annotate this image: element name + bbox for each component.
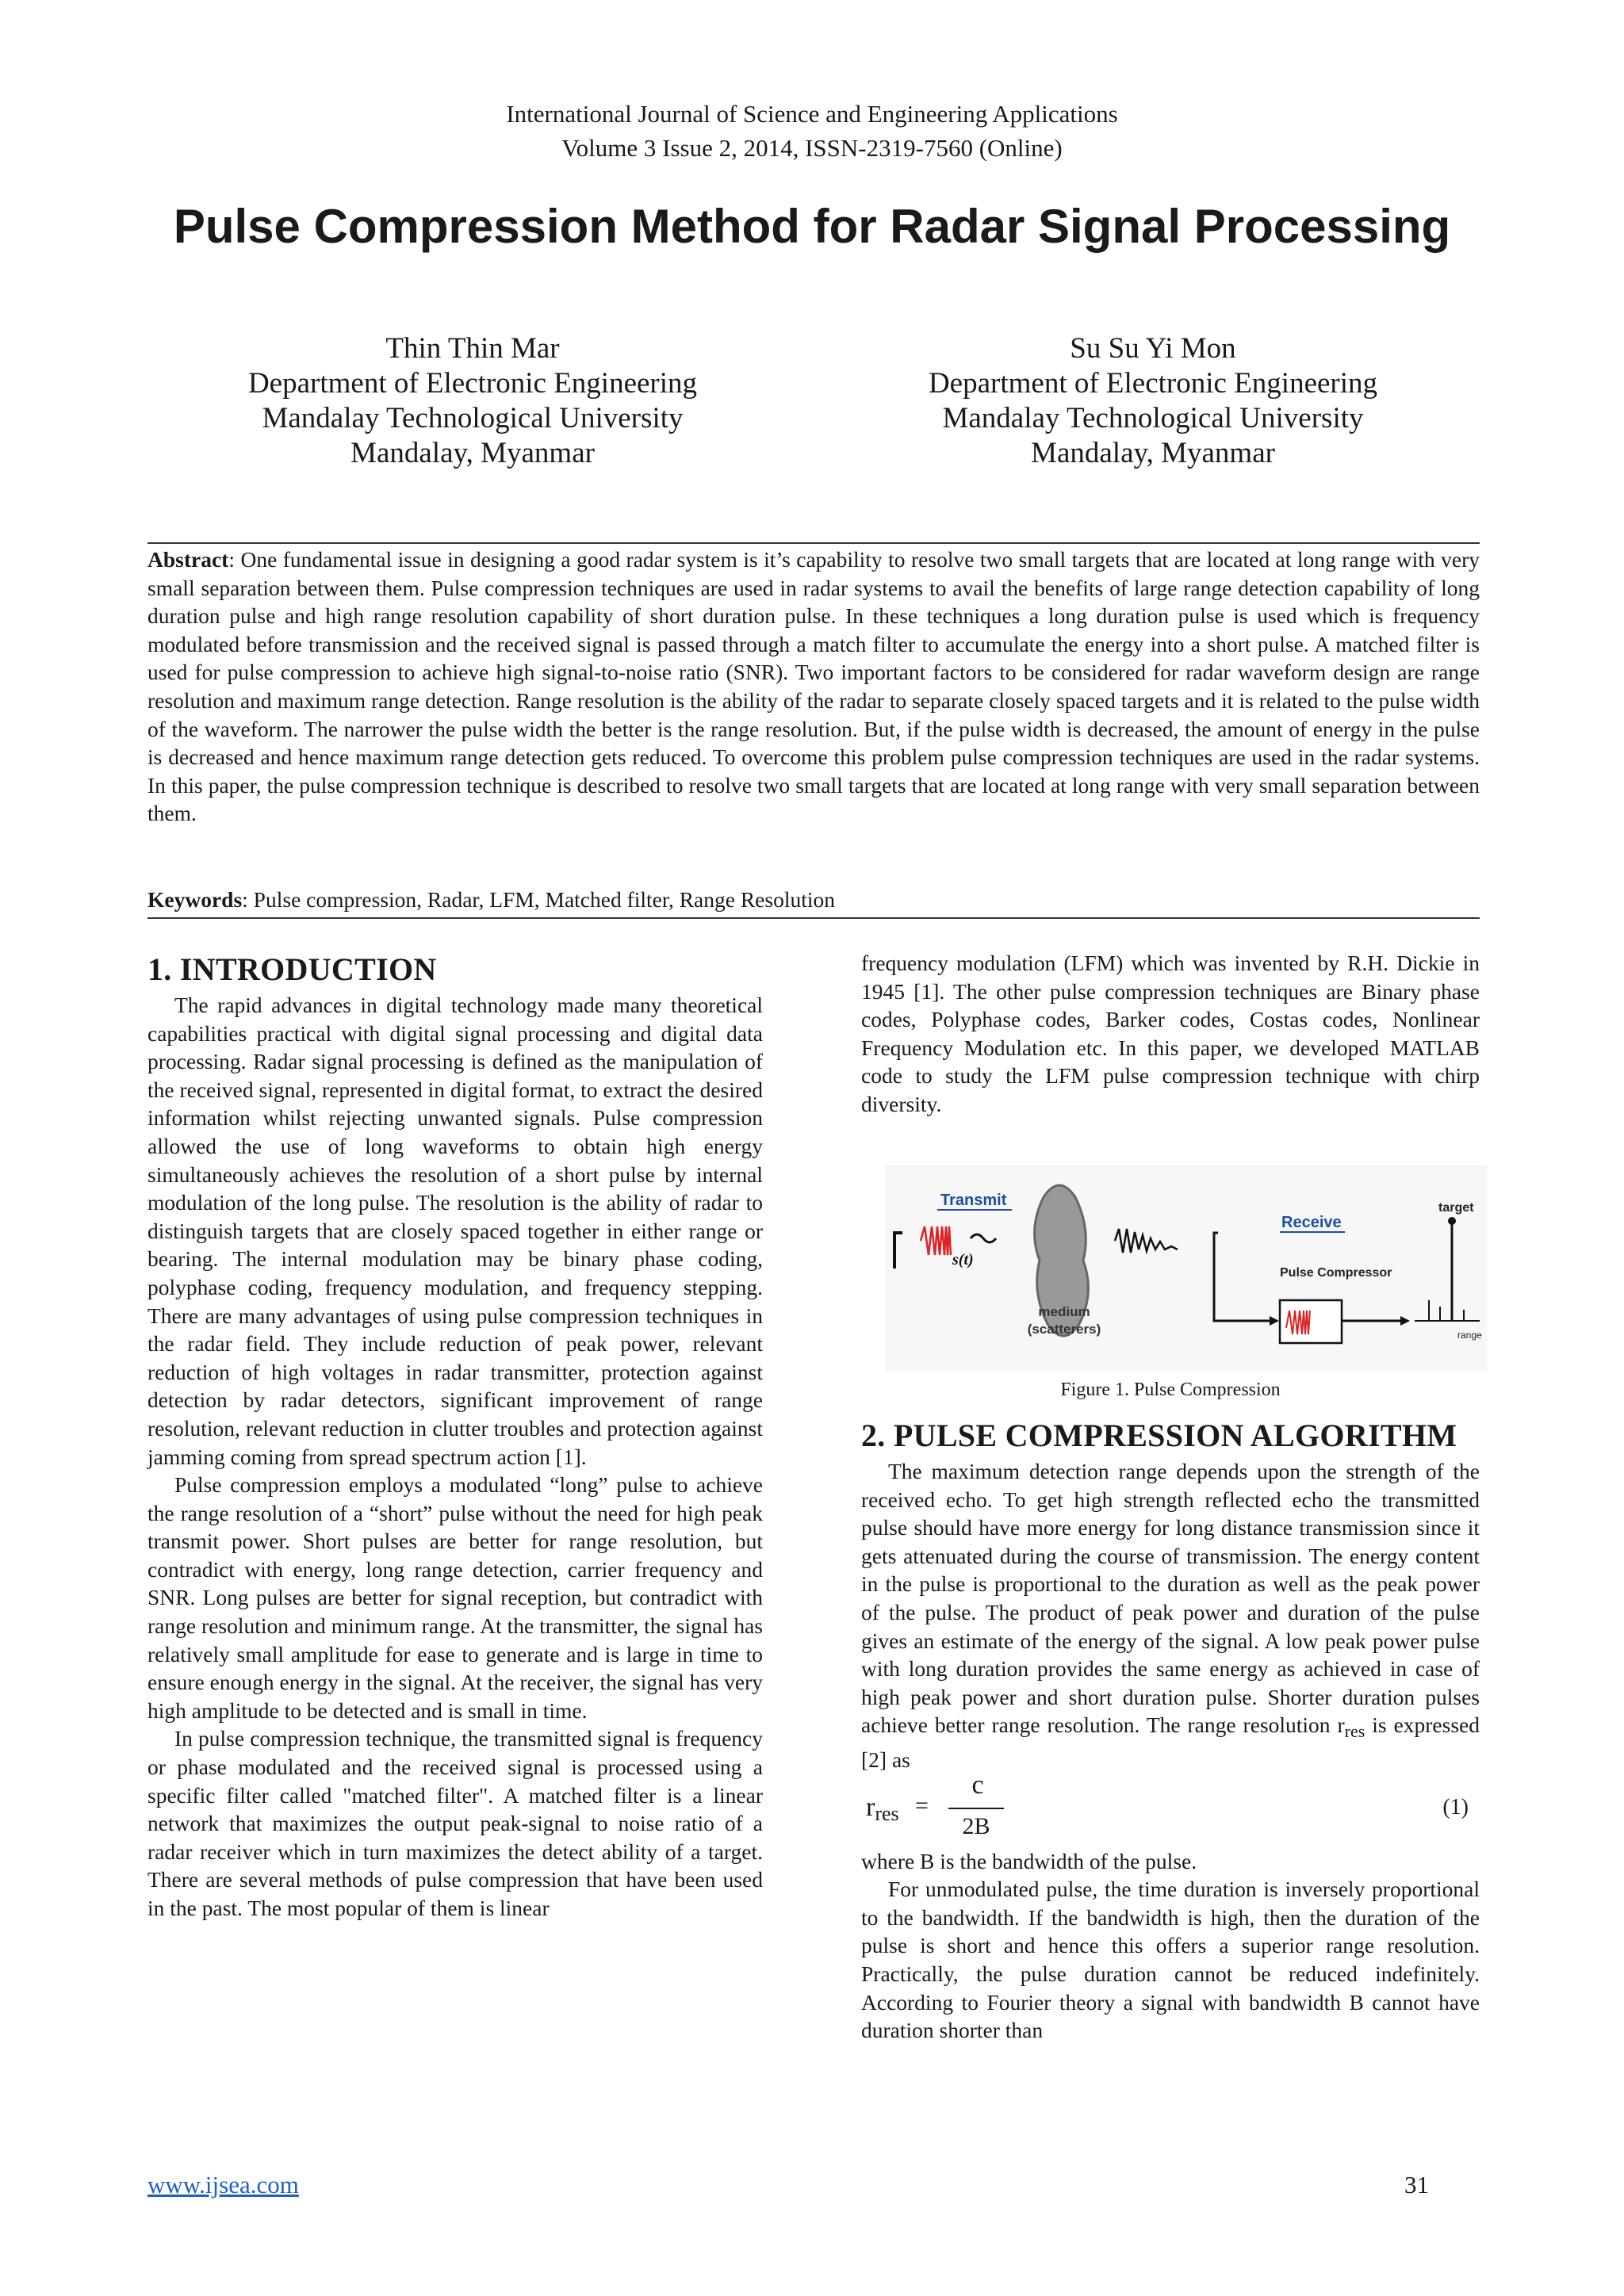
algorithm-paragraph-text-end: is expressed [2] as <box>861 1712 1480 1772</box>
right-column-top <box>861 949 1480 1119</box>
journal-name: International Journal of Science and Engineering Applications <box>506 100 1118 128</box>
right-column-bottom <box>861 1418 1480 2045</box>
abstract-text: : One fundamental issue in designing a good radar system is it’s capability to resolve two small targets that are located at long range with very small separation between them. Pulse compression techniques are used in radar systems to avail the benefits of large range detection capability of long duration pulse and high range resolution capability of short duration pulse. In these techniques a long duration pulse is used which is frequency modulated before transmission and the received signal is passed through a match filter to accumulate the energy into a short pulse. A matched filter is used for pulse compression to achieve high signal-to-noise ratio (SNR). Two important factors to be considered for radar waveform design are range resolution and maximum range detection. Range resolution is the ability of the radar to separate closely spaced targets and it is related to the pulse width of the waveform. The narrower the pulse width the better is the range resolution. But, if the pulse width is decreased, the amount of energy in the pulse is decreased and hence maximum range detection gets reduced. To overcome this problem pulse compression techniques are used in the radar systems. In this paper, the pulse compression technique is described to resolve two small targets that are located at long range with very small separation between them. <box>147 547 1480 826</box>
equation-denominator: 2B <box>962 1812 990 1839</box>
keywords-text: : Pulse compression, Radar, LFM, Matched filter, Range Resolution <box>242 887 835 912</box>
figure-1-diagram <box>885 1165 1488 1372</box>
target-label: target <box>1438 1201 1474 1215</box>
section-heading-algorithm: 2. PULSE COMPRESSION ALGORITHM <box>861 1418 1457 1453</box>
author-university: Mandalay Technological University <box>942 402 1364 434</box>
equation-equals: = <box>915 1792 929 1819</box>
pulse-compressor-box <box>1280 1300 1342 1343</box>
author-location: Mandalay, Myanmar <box>350 437 595 469</box>
receive-label: Receive <box>1281 1214 1342 1231</box>
intro-paragraph: The rapid advances in digital technology made many theoretical capabilities practical with digital signal processing and digital data processing. Radar signal processing is defined as the manipulation of the received signal, represented in digital format, to extract the desired information whilst rejecting unwanted signals. Pulse compression allowed the use of long waveforms to obtain high energy simultaneously achieves the resolution of a short pulse by internal modulation of the long pulse. The resolution is the ability of radar to distinguish targets that are closely spaced together in either range or bearing. The internal modulation may be binary phase coding, polyphase coding, frequency modulation, and frequency stepping. There are many advantages of using pulse compression techniques in the radar field. They include reduction of peak power, relevant reduction of high voltages in radar transmitter, protection against detection by radar detectors, significant improvement of range resolution, relevant reduction in clutter troubles and protection against jamming coming from spread spectrum action [1]. <box>147 993 763 1469</box>
section-heading-introduction: 1. INTRODUCTION <box>147 951 437 987</box>
author-name: Thin Thin Mar <box>385 332 560 365</box>
journal-volume: Volume 3 Issue 2, 2014, ISSN-2319-7560 (Online) <box>561 134 1063 162</box>
abstract-top-rule <box>147 542 1480 544</box>
author-department: Department of Electronic Engineering <box>247 367 698 400</box>
intro-continuation: frequency modulation (LFM) which was invented by R.H. Dickie in 1945 [1]. The other pulse compression techniques are Binary phase codes, Polyphase codes, Barker codes, Costas codes, Nonlinear Frequency Modulation etc. In this paper, we developed MATLAB code to study the LFM pulse compression technique with chirp diversity. <box>861 951 1480 1116</box>
author-university: Mandalay Technological University <box>262 402 684 434</box>
compressor-label: Pulse Compressor <box>1280 1266 1392 1280</box>
algorithm-paragraph-text: The maximum detection range depends upon the strength of the received echo. To get high strength reflected echo the transmitted pulse should have more energy for long distance transmission since it gets attenuated during the course of transmission. The energy content in the pulse is proportional to the duration as well as the peak power of the pulse. The product of peak power and duration of the pulse gives an estimate of the energy of the signal. A low peak power pulse with long duration provides the same energy as achieved in case of high peak power and short duration pulse. Shorter duration pulses achieve better range resolution. The range resolution r <box>861 1459 1480 1738</box>
equation-lhs <box>866 1793 899 1828</box>
keywords <box>147 886 1480 914</box>
scatterers-label: (scatterers) <box>1027 1322 1101 1337</box>
author-block-1 <box>187 331 758 471</box>
author-location: Mandalay, Myanmar <box>1031 437 1275 469</box>
transmit-label: Transmit <box>940 1192 1007 1209</box>
pulse-compression-diagram <box>885 1165 1488 1372</box>
algorithm-paragraph <box>861 1457 1480 1774</box>
footer-url-link[interactable]: www.ijsea.com <box>147 2171 299 2198</box>
subscript-res: res <box>1344 1721 1365 1742</box>
journal-header <box>0 97 1624 165</box>
target-peak-marker <box>1448 1217 1456 1225</box>
equation-number: (1) <box>1442 1794 1469 1820</box>
equation-lhs-var: r <box>866 1792 875 1822</box>
equation-numerator: c <box>971 1770 984 1800</box>
abstract <box>147 545 1480 828</box>
left-column <box>147 951 763 1923</box>
author-block-2 <box>868 331 1438 471</box>
author-department: Department of Electronic Engineering <box>928 367 1378 400</box>
signal-label: s(t) <box>952 1251 974 1269</box>
where-text: where B is the bandwidth of the pulse. <box>861 1848 1197 1873</box>
medium-label: medium <box>1038 1304 1090 1319</box>
fraction-bar <box>948 1808 1004 1809</box>
equation-1 <box>861 1770 1480 1847</box>
range-label: range <box>1457 1330 1482 1341</box>
equation-lhs-sub: res <box>875 1801 899 1825</box>
keywords-bottom-rule <box>147 917 1480 919</box>
page-number: 31 <box>1404 2171 1429 2198</box>
paper-title: Pulse Compression Method for Radar Signal Processing <box>173 200 1451 253</box>
intro-paragraph: Pulse compression employs a modulated “long” pulse to achieve the range resolution of a “short” pulse without the need for high peak transmit power. Short pulses are better for range resolution, but contradict with energy, long range detection, carrier frequency and SNR. Long pulses are better for signal reception, but contradict with range resolution and minimum range. At the transmitter, the signal has relatively small amplitude for ease to generate and is large in time to ensure enough energy in the signal. At the receiver, the signal has very high amplitude to be detected and is small in time. <box>147 1472 763 1723</box>
figure-1-caption: Figure 1. Pulse Compression <box>1060 1380 1281 1400</box>
author-name: Su Su Yi Mon <box>1070 332 1236 365</box>
abstract-label: Abstract <box>147 547 229 572</box>
intro-paragraph: In pulse compression technique, the transmitted signal is frequency or phase modulated and the received signal is processed using a specific filter called "matched filter". A matched filter is a linear network that maximizes the output peak-signal to noise ratio of a radar receiver which in turn maximizes the detect ability of a target. There are several methods of pulse compression that have been used in the past. The most popular of them is linear <box>147 1726 763 1920</box>
keywords-label: Keywords <box>147 887 243 912</box>
algorithm-paragraph: For unmodulated pulse, the time duration is inversely proportional to the bandwidth. If the bandwidth is high, then the duration of the pulse is short and hence this offers a superior range resolution. Practically, the pulse duration cannot be reduced indefinitely. According to Fourier theory a signal with bandwidth B cannot have duration shorter than <box>861 1877 1480 2043</box>
